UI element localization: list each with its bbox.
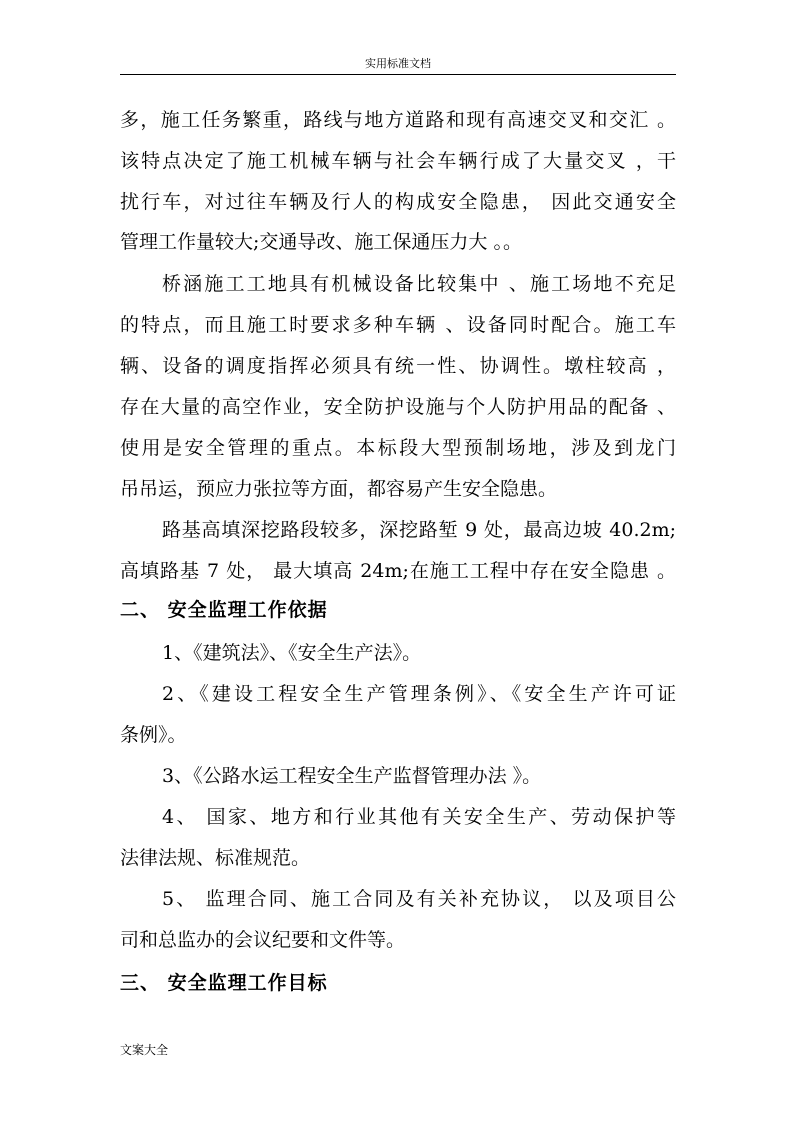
text-line: 吊吊运，预应力张拉等方面，都容易产生安全隐患。 [120, 478, 558, 500]
text-line: 扰行车，对过往车辆及行人的构成安全隐患， 因此交通安全 [120, 191, 676, 213]
page-footer [120, 1042, 168, 1058]
list-item-continuation: 法律法规、标准规范。 [120, 847, 311, 869]
text-line: 多，施工任务繁重，路线与地方道路和现有高速交叉和交汇 。 [120, 109, 676, 131]
list-item-continuation: 条例》。 [120, 724, 187, 746]
text-line: 管理工作量较大;交通导改、施工保通压力大 。。 [120, 231, 522, 253]
section-heading: 三、 安全监理工作目标 [120, 972, 328, 994]
list-item: 3、《公路水运工程安全生产监督管理办法 》。 [162, 765, 542, 787]
text-line: 存在大量的高空作业，安全防护设施与个人防护用品的配备 、 [120, 396, 676, 418]
text-line: 桥涵施工工地具有机械设备比较集中 、施工场地不充足 [162, 273, 676, 295]
list-item: 2、《建设工程安全生产管理条例》、《安全生产许可证 [162, 683, 676, 705]
text-line: 高填路基 7 处， 最大填高 24m;在施工工程中存在安全隐患 。 [120, 560, 676, 582]
text-line: 路基高填深挖路段较多，深挖路堑 9 处，最高边坡 40.2m; [162, 519, 676, 541]
page-header [120, 56, 676, 75]
list-item-continuation: 司和总监办的会议纪要和文件等。 [120, 929, 406, 951]
section-heading: 二、 安全监理工作依据 [120, 599, 328, 621]
list-item: 4、 国家、地方和行业其他有关安全生产、劳动保护等 [162, 806, 676, 828]
footer-text: 文案大全 [120, 1043, 169, 1057]
text-line: 的特点，而且施工时要求多种车辆 、设备同时配合。施工车 [120, 314, 676, 336]
header-title: 实用标准文档 [365, 57, 431, 70]
list-item: 5、 监理合同、施工合同及有关补充协议， 以及项目公 [162, 888, 676, 910]
text-line: 辆、设备的调度指挥必须具有统一性、协调性。墩柱较高 ， [120, 355, 676, 377]
list-item: 1、《建筑法》、《安全生产法》。 [162, 642, 422, 664]
text-line: 该特点决定了施工机械车辆与社会车辆行成了大量交叉 ，干 [120, 150, 676, 172]
text-line: 使用是安全管理的重点。本标段大型预制场地，涉及到龙门 [120, 437, 676, 459]
